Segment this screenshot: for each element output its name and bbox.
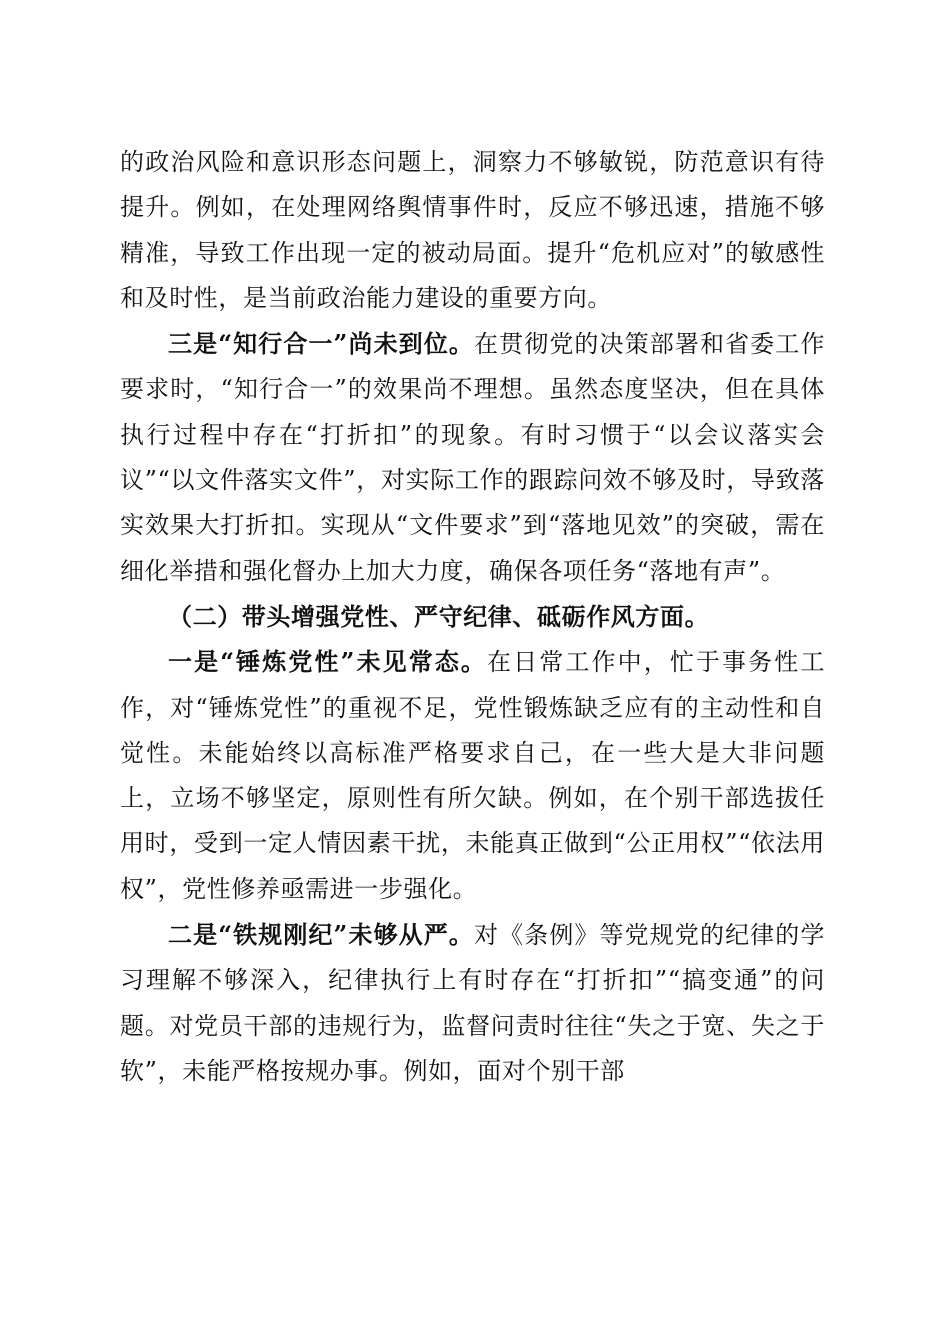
section-heading-text: （二）带头增强党性、严守纪律、砥砺作风方面。	[168, 601, 710, 631]
paragraph-4-lead: 二是“铁规刚纪”未够从严。	[168, 920, 474, 950]
paragraph-4-text: 对《条例》等党规党的纪律的学习理解不够深入，纪律执行上有时存在“打折扣”“搞变通”的问题。对党员干部的违规行为，监督问责时往往“失之于宽、失之于软”，未能严格按规办事。例如，面对个别干部	[120, 921, 825, 1085]
paragraph-3	[120, 639, 825, 912]
paragraph-2-text: 在贯彻党的决策部署和省委工作要求时，“知行合一”的效果尚不理想。虽然态度坚决，但在具体执行过程中存在“打折扣”的现象。有时习惯于“以会议落实会议”“以文件落实文件”，对实际工作的跟踪问效不够及时，导致落实效果大打折扣。实现从“文件要求”到“落地见效”的突破，需在细化举措和强化督办上加大力度，确保各项任务“落地有声”。	[120, 330, 825, 585]
paragraph-3-text: 在日常工作中，忙于事务性工作，对“锤炼党性”的重视不足，党性锻炼缺乏应有的主动性和自觉性。未能始终以高标准严格要求自己，在一些大是大非问题上，立场不够坚定，原则性有所欠缺。例如，在个别干部选拔任用时，受到一定人情因素干扰，未能真正做到“公正用权”“依法用权”，党性修养亟需进一步强化。	[120, 648, 825, 903]
paragraph-2	[120, 321, 825, 594]
section-heading	[120, 594, 825, 639]
paragraph-1	[120, 140, 825, 321]
paragraph-4	[120, 912, 825, 1094]
document-body	[120, 140, 825, 1094]
paragraph-1-text: 的政治风险和意识形态问题上，洞察力不够敏锐，防范意识有待提升。例如，在处理网络舆情事件时，反应不够迅速，措施不够精准，导致工作出现一定的被动局面。提升“危机应对”的敏感性和及时性，是当前政治能力建设的重要方向。	[120, 148, 825, 312]
paragraph-3-lead: 一是“锤炼党性”未见常态。	[168, 647, 488, 677]
paragraph-2-lead: 三是“知行合一”尚未到位。	[168, 329, 474, 359]
